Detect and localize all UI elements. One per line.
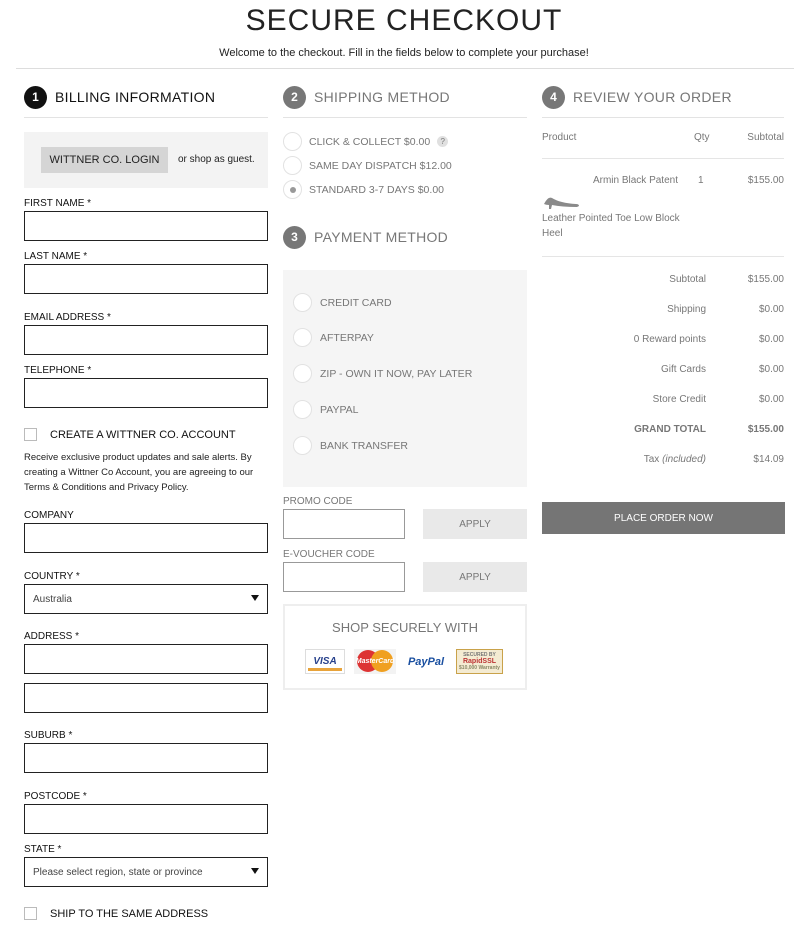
review-section: [542, 84, 784, 544]
state-placeholder: Please select region, state or province: [33, 866, 203, 878]
step-number-3: 3: [283, 226, 306, 249]
country-label: COUNTRY *: [24, 571, 80, 582]
review-step-header: [542, 84, 784, 110]
billing-divider: [24, 117, 268, 118]
step-number-2: 2: [283, 86, 306, 109]
last-name-input[interactable]: [24, 264, 268, 294]
ssl-top-text: SECURED BY: [463, 652, 496, 658]
step-number-4: 4: [542, 86, 565, 109]
reward-points-label: 0 Reward points: [633, 334, 706, 345]
same-address-label: SHIP TO THE SAME ADDRESS: [50, 907, 209, 920]
postcode-label: POSTCODE *: [24, 791, 87, 802]
payment-option-label: PAYPAL: [320, 403, 359, 416]
email-label: EMAIL ADDRESS *: [24, 312, 111, 323]
page-subtitle: Welcome to the checkout. Fill in the fields below to complete your purchase!: [219, 47, 589, 59]
product-description: Leather Pointed Toe Low Block Heel: [542, 213, 680, 239]
same-address-row[interactable]: [24, 907, 208, 920]
payment-option-zip[interactable]: [293, 364, 472, 383]
voucher-code-label: E-VOUCHER CODE: [283, 549, 375, 560]
dropdown-arrow-icon: [251, 868, 259, 874]
payment-step-header: [283, 224, 448, 250]
shipping-label: Shipping: [667, 304, 706, 315]
company-label: COMPANY: [24, 510, 74, 521]
shipping-option-label: SAME DAY DISPATCH $12.00: [309, 159, 452, 172]
product-subtotal: $155.00: [747, 175, 784, 186]
shipping-option-click-collect[interactable]: [283, 132, 448, 151]
ssl-warranty-text: $10,000 Warranty: [459, 665, 500, 671]
shipping-option-label: STANDARD 3-7 DAYS $0.00: [309, 183, 444, 196]
payment-option-credit-card[interactable]: [293, 293, 392, 312]
shoe-icon: [542, 192, 580, 210]
guest-text: or shop as guest.: [178, 154, 255, 165]
secure-payment-panel: [283, 604, 527, 690]
review-heading: REVIEW YOUR ORDER: [573, 89, 732, 105]
store-credit-value: $0.00: [758, 394, 784, 405]
store-credit-label: Store Credit: [652, 394, 706, 405]
billing-step-header: [24, 84, 268, 110]
gift-cards-value: $0.00: [758, 364, 784, 375]
help-icon[interactable]: ?: [437, 136, 448, 147]
create-account-label: CREATE A WITTNER CO. ACCOUNT: [50, 428, 236, 441]
shipping-divider: [283, 117, 527, 118]
same-address-checkbox[interactable]: [24, 907, 37, 920]
gift-cards-label: Gift Cards: [660, 364, 706, 375]
column-header-product: Product: [542, 132, 577, 143]
radio-button[interactable]: [283, 156, 302, 175]
column-header-subtotal: Subtotal: [747, 132, 784, 143]
product-qty: 1: [698, 175, 704, 186]
rapidssl-logo-icon: [456, 649, 503, 674]
radio-button[interactable]: [293, 364, 312, 383]
visa-logo-text: VISA: [313, 656, 337, 667]
radio-button[interactable]: [293, 436, 312, 455]
subtotal-label: Subtotal: [669, 274, 706, 285]
country-value: Australia: [33, 593, 72, 605]
shipping-heading: SHIPPING METHOD: [314, 89, 450, 105]
shipping-option-same-day[interactable]: [283, 156, 452, 175]
payment-option-label: BANK TRANSFER: [320, 439, 408, 452]
tax-note: (included): [662, 454, 706, 465]
review-divider: [542, 117, 784, 118]
address-label: ADDRESS *: [24, 631, 80, 642]
payment-option-label: ZIP - OWN IT NOW, PAY LATER: [320, 367, 473, 380]
telephone-input[interactable]: [24, 378, 268, 408]
grand-total-label: GRAND TOTAL: [634, 424, 706, 435]
product-divider: [542, 256, 784, 257]
suburb-input[interactable]: [24, 743, 268, 773]
promo-apply-button[interactable]: APPLY: [423, 509, 527, 539]
state-select[interactable]: [24, 857, 268, 887]
shipping-payment-section: [283, 84, 527, 704]
radio-button[interactable]: [283, 132, 302, 151]
step-number-1: 1: [24, 86, 47, 109]
mastercard-logo-text: MasterCard: [355, 658, 395, 665]
visa-stripe: [308, 668, 342, 671]
reward-points-value: $0.00: [758, 334, 784, 345]
ssl-brand-text: RapidSSL: [462, 658, 497, 665]
first-name-label: FIRST NAME *: [24, 198, 92, 209]
shipping-option-label: CLICK & COLLECT $0.00: [309, 135, 431, 148]
promo-code-input[interactable]: [283, 509, 405, 539]
shipping-value: $0.00: [758, 304, 784, 315]
telephone-label: TELEPHONE *: [24, 365, 92, 376]
payment-option-paypal[interactable]: [293, 400, 359, 419]
address-line2-input[interactable]: [24, 683, 268, 713]
radio-button[interactable]: [293, 293, 312, 312]
payment-option-bank-transfer[interactable]: [293, 436, 408, 455]
address-line1-input[interactable]: [24, 644, 268, 674]
page-title: SECURE CHECKOUT: [245, 4, 563, 37]
payment-options-panel: [283, 270, 527, 487]
visa-logo-icon: [305, 649, 345, 674]
secure-title: SHOP SECURELY WITH: [332, 620, 478, 635]
tax-value: $14.09: [753, 454, 784, 465]
shipping-option-standard[interactable]: [283, 180, 444, 199]
tax-label-row: [644, 454, 706, 465]
account-info-text: Receive exclusive product updates and sale alerts. By creating a Wittner Co Account, you are agreeing to our Terms & Conditions and Privacy Policy.: [24, 452, 254, 493]
payment-heading: PAYMENT METHOD: [314, 229, 449, 245]
payment-option-label: AFTERPAY: [320, 331, 374, 344]
voucher-code-input[interactable]: [283, 562, 405, 592]
payment-option-label: CREDIT CARD: [320, 296, 392, 309]
column-header-qty: Qty: [694, 132, 710, 143]
header-divider: [16, 68, 794, 69]
radio-button-selected[interactable]: [283, 180, 302, 199]
suburb-label: SUBURB *: [24, 730, 73, 741]
radio-button[interactable]: [293, 400, 312, 419]
mastercard-logo-icon: [354, 649, 396, 674]
payment-logos: [305, 649, 512, 674]
radio-button[interactable]: [293, 328, 312, 347]
first-name-input[interactable]: [24, 211, 268, 241]
paypal-logo-icon: PayPal: [407, 655, 445, 668]
place-order-button[interactable]: PLACE ORDER NOW: [542, 502, 785, 534]
postcode-input[interactable]: [24, 804, 268, 834]
subtotal-value: $155.00: [747, 274, 784, 285]
shipping-step-header: [283, 84, 527, 110]
state-label: STATE *: [24, 844, 62, 855]
login-button[interactable]: WITTNER CO. LOGIN: [41, 147, 168, 173]
grand-total-value: $155.00: [747, 424, 784, 435]
last-name-label: LAST NAME *: [24, 251, 88, 262]
billing-heading: BILLING INFORMATION: [55, 89, 216, 105]
payment-option-afterpay[interactable]: [293, 328, 374, 347]
tax-label: Tax: [643, 454, 663, 465]
country-select[interactable]: [24, 584, 268, 614]
create-account-row[interactable]: [24, 428, 236, 441]
billing-section: [24, 84, 268, 934]
login-panel: [24, 132, 268, 188]
company-input[interactable]: [24, 523, 268, 553]
table-header-divider: [542, 158, 784, 159]
dropdown-arrow-icon: [251, 595, 259, 601]
promo-code-label: PROMO CODE: [283, 496, 353, 507]
product-name: Armin Black Patent: [592, 175, 678, 186]
email-input[interactable]: [24, 325, 268, 355]
voucher-apply-button[interactable]: APPLY: [423, 562, 527, 592]
create-account-checkbox[interactable]: [24, 428, 37, 441]
